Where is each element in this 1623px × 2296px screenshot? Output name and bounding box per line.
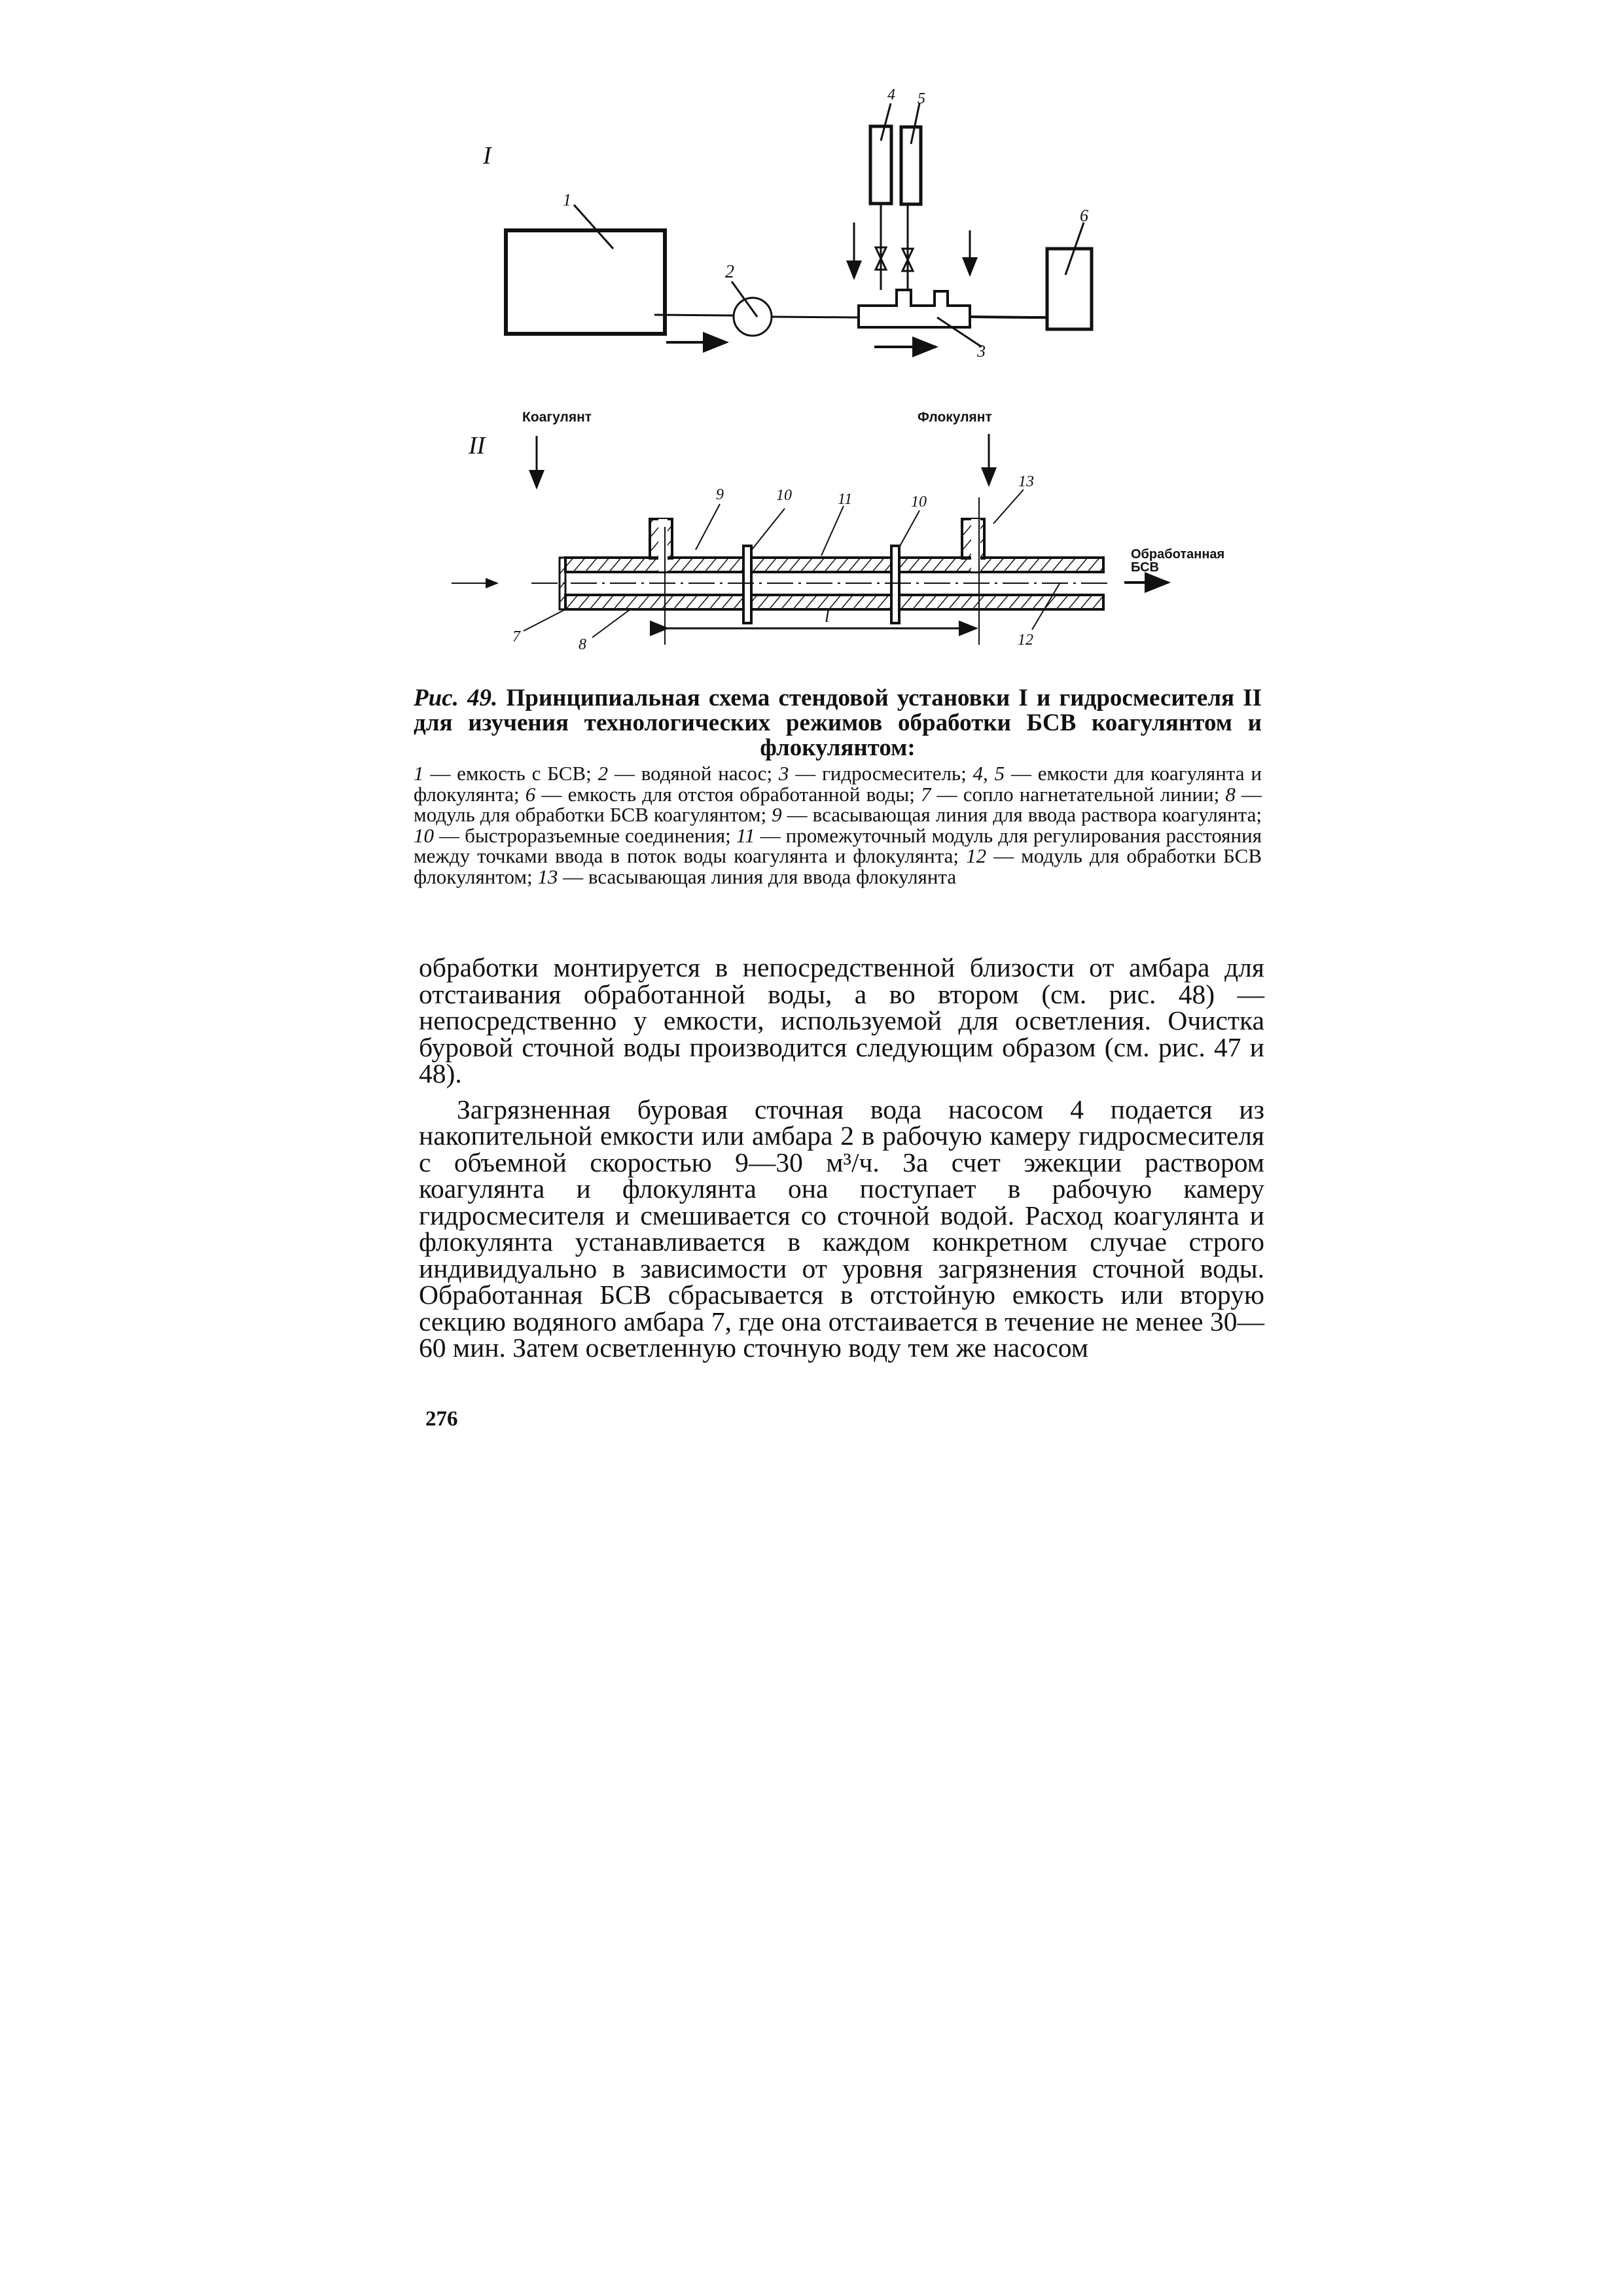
caption-title xyxy=(414,686,1262,761)
callout-3: 3 xyxy=(977,342,986,361)
legend-text: — всасывающая линия для ввода флокулянта xyxy=(558,865,957,888)
legend-number: 11 xyxy=(736,823,755,847)
figure-caption xyxy=(414,686,1262,887)
diagram-II xyxy=(452,410,1224,653)
callout-7: 7 xyxy=(512,628,520,645)
legend-text: — емкости для коагулянта и флокулянта; xyxy=(414,762,1262,806)
callout-12: 12 xyxy=(1018,632,1033,649)
paragraph: Загрязненная буровая сточная вода насосом 4 подается из накопительной емкости или амбара 2 в рабочую камеру гидросмесителя с объемной скоростью 9—30 м³/ч. За счет эжекции раствором коагулянта и флокулянта она поступает в рабочую камеру гидросмесителя и смешивается со сточной водой. Расход коагулянта и флокулянта устанавливается в каждом конкретном случае строго индивидуально в зависимости от уровня загрязнения сточной воды. Обработанная БСВ сбрасывается в отстойную емкость или вторую секцию водяного амбара 7, где она отстаивается в течение не менее 30—60 мин. Затем осветленную сточную воду тем же насосом xyxy=(419,1094,1264,1363)
legend-text: — водяной насос; xyxy=(608,762,779,785)
legend-number: 13 xyxy=(537,865,558,888)
legend-number: 6 xyxy=(525,782,536,806)
legend-number: 10 xyxy=(414,823,434,847)
legend-text: — всасывающая линия для ввода раствора коагулянта; xyxy=(781,803,1262,826)
callout-4: 4 xyxy=(887,86,895,103)
figure-legend xyxy=(414,763,1262,887)
quick-connector-10 xyxy=(891,546,899,623)
figure-49 xyxy=(0,0,1623,681)
distance-label: l xyxy=(825,606,830,626)
paragraph: обработки монтируется в непосредственной близости от амбара для отстаивания обработанной воды, а во втором (см. рис. 48) — непосредственно у емкости, используемой для осветления. Очистка буровой сточной воды производится следующим образом (см. рис. 47 и 48). xyxy=(419,952,1264,1088)
legend-item xyxy=(598,762,779,785)
legend-item xyxy=(526,783,921,806)
figure-number: Рис. 49. xyxy=(414,685,498,711)
legend-number: 1 xyxy=(414,762,424,785)
callout-2: 2 xyxy=(725,262,734,282)
legend-item xyxy=(414,824,736,847)
legend-text: — быстроразъемные соединения; xyxy=(434,823,736,847)
tank-1-bsv xyxy=(506,230,665,334)
legend-text: — гидросмеситель; xyxy=(789,762,973,785)
legend-text: — емкость для отстоя обработанной воды; xyxy=(535,782,921,806)
callout-5: 5 xyxy=(918,90,925,107)
callout-10-left: 10 xyxy=(776,487,792,504)
callout-1: 1 xyxy=(563,190,571,209)
flocculant-inlet-label: Флокулянт xyxy=(918,410,992,425)
pump-2 xyxy=(734,298,772,336)
diagram-I xyxy=(482,86,1092,361)
legend-text: — емкость с БСВ; xyxy=(423,762,598,785)
legend-item xyxy=(537,865,956,888)
legend-item xyxy=(779,762,973,785)
page-number: 276 xyxy=(425,1407,458,1431)
coagulant-inlet-label: Коагулянт xyxy=(522,410,592,425)
legend-item xyxy=(921,783,1225,806)
legend-text: — сопло нагнетательной линии; xyxy=(931,782,1226,806)
callout-8: 8 xyxy=(579,636,586,653)
callout-6: 6 xyxy=(1080,206,1088,225)
legend-item xyxy=(414,762,598,785)
hydromixer-3 xyxy=(859,290,970,327)
legend-text: — модуль для обработки БСВ флокулянтом; xyxy=(414,844,1262,888)
legend-number: 7 xyxy=(921,782,931,806)
legend-text: — промежуточный модуль для регулирования расстояния между точками ввода в поток воды коагулянта и флокулянта; xyxy=(414,823,1262,867)
legend-number: 9 xyxy=(772,803,782,826)
legend-number: 8 xyxy=(1225,782,1236,806)
callout-11: 11 xyxy=(838,491,853,508)
quick-connector-10 xyxy=(743,546,751,623)
legend-text: — модуль для обработки БСВ коагулянтом; xyxy=(414,782,1262,826)
outlet-label-bsv: БСВ xyxy=(1131,560,1159,575)
figure-title: Принципиальная схема стендовой установки I и гидросмесителя II для изучения технологических режимов обработки БСВ коагулянтом и флокулянтом: xyxy=(414,685,1262,761)
diagram-II-label: II xyxy=(469,432,486,459)
callout-9: 9 xyxy=(716,486,724,503)
body-text xyxy=(419,954,1264,1361)
diagram-I-label: I xyxy=(483,142,491,170)
tank-5-flocculant xyxy=(901,127,921,204)
legend-number: 2 xyxy=(597,762,609,785)
legend-number: 3 xyxy=(778,762,789,785)
callout-10-right: 10 xyxy=(911,493,927,511)
legend-number: 4, 5 xyxy=(972,762,1005,785)
outlet-label: Обработанная xyxy=(1131,547,1225,562)
legend-item xyxy=(772,803,1262,826)
legend-number: 12 xyxy=(966,844,987,867)
callout-13: 13 xyxy=(1018,473,1034,490)
